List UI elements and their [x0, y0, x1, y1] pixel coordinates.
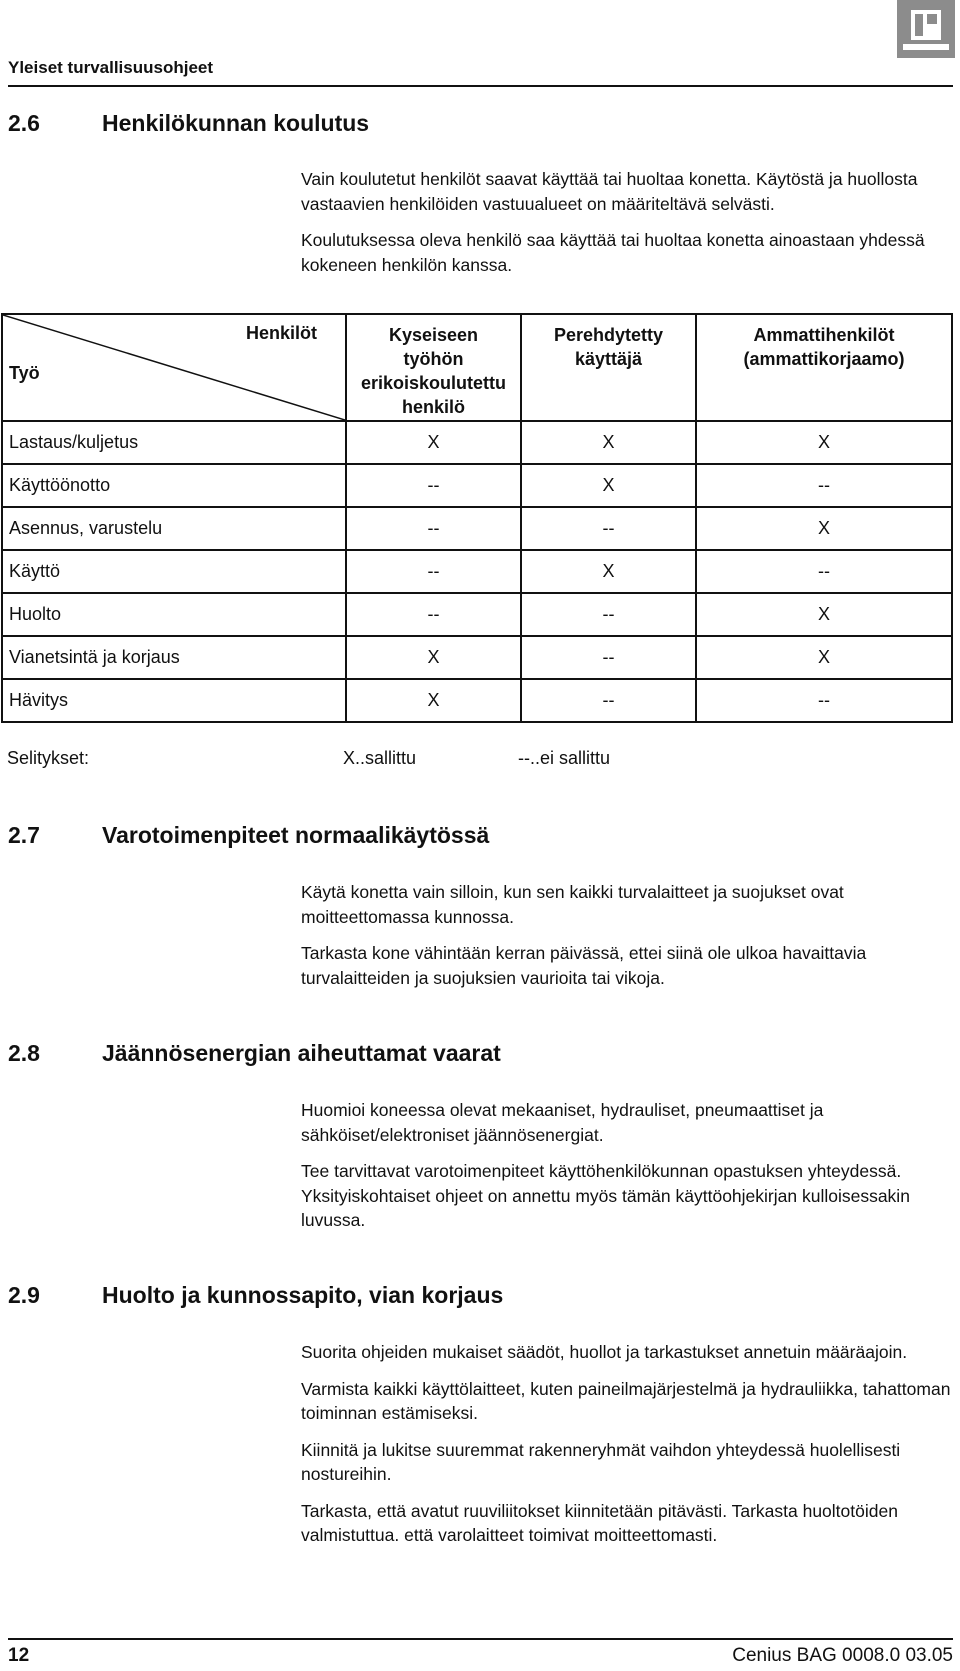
column-header-line: Ammattihenkilöt	[753, 325, 895, 345]
table-row	[2, 679, 952, 722]
task-cell: Hävitys	[2, 679, 346, 722]
table-row	[2, 464, 952, 507]
section-2-6-heading	[8, 110, 369, 137]
value-cell: --	[346, 464, 521, 507]
column-header-line: Kyseiseen	[388, 325, 479, 345]
value-cell: --	[346, 507, 521, 550]
value-cell: --	[696, 550, 952, 593]
section-title: Henkilökunnan koulutus	[102, 110, 370, 136]
section-2-7-body	[301, 880, 951, 1002]
paragraph: Tarkasta kone vähintään kerran päivässä, ettei siinä ole ulkoa havaittavia turvalaitteiden ja suojuksien vaurioita tai vikoja.	[301, 943, 867, 988]
task-cell: Vianetsintä ja korjaus	[2, 636, 346, 679]
value-cell: --	[346, 593, 521, 636]
paragraph: Varmista kaikki käyttölaitteet, kuten paineilmajärjestelmä ja hydrauliikka, tahattoman toiminnan estämiseksi.	[301, 1378, 951, 1423]
section-number: 2.7	[8, 822, 40, 848]
permissions-table	[1, 313, 953, 723]
column-header-professional	[696, 314, 952, 421]
paragraph: Vain koulutetut henkilöt saavat käyttää tai huoltaa konetta. Käytöstä ja huollosta vastaavien henkilöiden vastuualueet on määriteltävä selvästi.	[301, 169, 918, 214]
section-number: 2.8	[8, 1040, 40, 1066]
paragraph: Käytä konetta vain silloin, kun sen kaikki turvalaitteet ja suojukset ovat moitteettomassa kunnossa.	[301, 882, 844, 927]
paragraph: Tarkasta, että avatut ruuviliitokset kiinnitetään pitävästi. Tarkasta huoltotöiden valmistuttua. että varolaitteet toimivat moitteettomasti.	[301, 1500, 898, 1545]
task-cell: Huolto	[2, 593, 346, 636]
table-corner-cell	[2, 314, 346, 421]
value-cell: --	[346, 550, 521, 593]
paragraph: Tee tarvittavat varotoimenpiteet käyttöhenkilökunnan opastuksen yhteydessä. Yksityiskohtaiset ohjeet on annettu myös tämän käyttöohjekirjan kulloisessakin luvussa.	[301, 1161, 910, 1230]
section-title: Huolto ja kunnossapito, vian korjaus	[102, 1282, 504, 1308]
value-cell: X	[696, 593, 952, 636]
header-rule	[8, 85, 953, 87]
table-header-row	[2, 314, 952, 421]
legend-label: Selitykset:	[7, 748, 90, 768]
paragraph: Kiinnitä ja lukitse suuremmat rakenneryhmät vaihdon yhteydessä huolellisesti nostureihin.	[301, 1439, 901, 1484]
legend-allowed: X..sallittu	[343, 748, 417, 768]
section-2-9-heading	[8, 1282, 503, 1309]
column-header-line: Perehdytetty	[553, 325, 664, 345]
section-2-7-heading	[8, 822, 489, 849]
task-cell: Käyttö	[2, 550, 346, 593]
amazone-logo-icon	[897, 0, 955, 58]
table-row	[2, 636, 952, 679]
value-cell: X	[346, 421, 521, 464]
section-number: 2.6	[8, 110, 40, 136]
task-cell: Lastaus/kuljetus	[2, 421, 346, 464]
value-cell: --	[521, 507, 696, 550]
value-cell: X	[346, 636, 521, 679]
table-row	[2, 507, 952, 550]
section-2-8-body	[301, 1098, 951, 1245]
paragraph: Koulutuksessa oleva henkilö saa käyttää tai huoltaa konetta ainoastaan yhdessä kokeneen henkilön kanssa.	[301, 230, 925, 275]
table-row	[2, 550, 952, 593]
document-code: Cenius BAG 0008.0 03.05	[732, 1645, 953, 1666]
section-2-9-body	[301, 1340, 951, 1560]
column-header-line: käyttäjä	[574, 349, 643, 369]
value-cell: X	[521, 550, 696, 593]
value-cell: X	[346, 679, 521, 722]
table-row	[2, 421, 952, 464]
value-cell: X	[521, 421, 696, 464]
corner-top-label: Henkilöt	[245, 323, 317, 343]
column-header-line: työhön	[403, 349, 464, 369]
task-cell: Asennus, varustelu	[2, 507, 346, 550]
value-cell: --	[521, 593, 696, 636]
section-title: Jäännösenergian aiheuttamat vaarat	[102, 1040, 501, 1066]
column-header-line: (ammattikorjaamo)	[743, 349, 905, 369]
value-cell: X	[696, 636, 952, 679]
value-cell: --	[521, 636, 696, 679]
column-header-operator	[521, 314, 696, 421]
section-2-6-body	[301, 167, 951, 289]
column-header-specialist	[346, 314, 521, 421]
value-cell: X	[696, 421, 952, 464]
section-number: 2.9	[8, 1282, 40, 1308]
column-header-line: erikoiskoulutettu	[360, 373, 507, 393]
footer-rule	[8, 1638, 953, 1640]
paragraph: Suorita ohjeiden mukaiset säädöt, huollot ja tarkastukset annetuin määräajoin.	[301, 1342, 908, 1362]
value-cell: X	[696, 507, 952, 550]
paragraph: Huomioi koneessa olevat mekaaniset, hydrauliset, pneumaattiset ja sähköiset/elektroniset jäännösenergiat.	[301, 1100, 824, 1145]
value-cell: --	[696, 464, 952, 507]
column-header-line: henkilö	[401, 397, 465, 417]
section-title: Varotoimenpiteet normaalikäytössä	[102, 822, 490, 848]
page-number: 12	[8, 1645, 30, 1666]
section-2-8-heading	[8, 1040, 501, 1067]
header-title: Yleiset turvallisuusohjeet	[8, 58, 214, 77]
value-cell: --	[521, 679, 696, 722]
table-row	[2, 593, 952, 636]
corner-bottom-label: Työ	[9, 363, 40, 383]
value-cell: X	[521, 464, 696, 507]
legend-not-allowed: --..ei sallittu	[518, 748, 611, 768]
value-cell: --	[696, 679, 952, 722]
task-cell: Käyttöönotto	[2, 464, 346, 507]
